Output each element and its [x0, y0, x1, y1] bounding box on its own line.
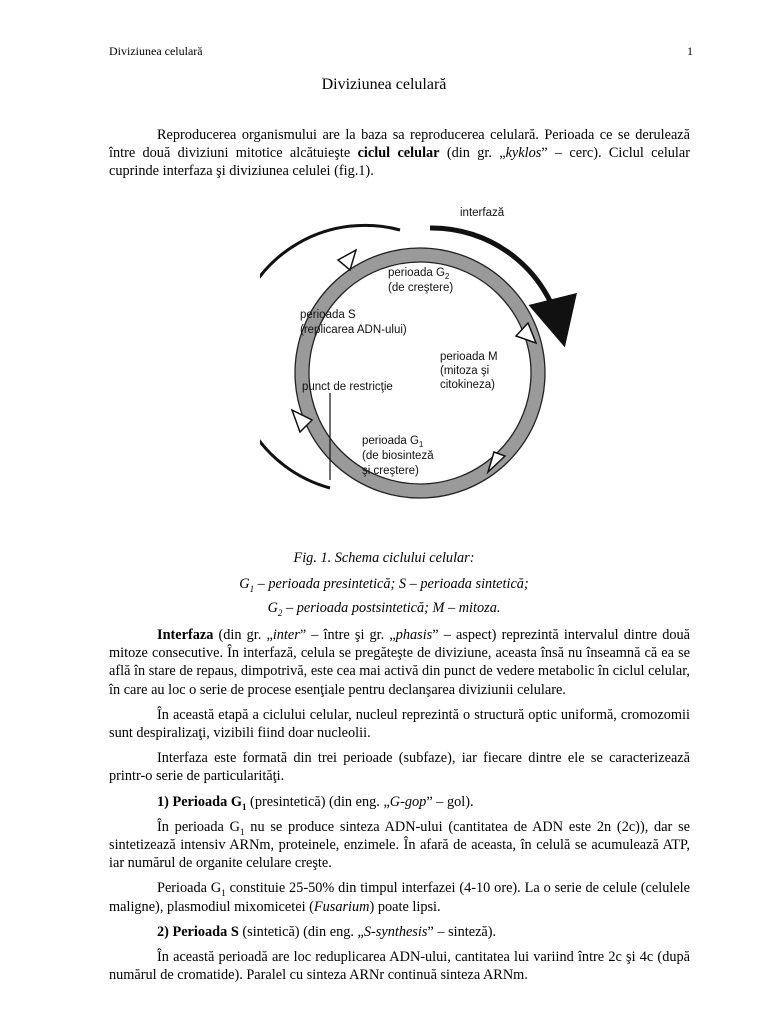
- label-g2-desc: (de creştere): [388, 282, 454, 294]
- paragraph-g1-1: În perioada $G_1$ nu se produce sinteza ADN-ului (cantitatea de ADN este 2n (2c)), dar se sintetizează intensiv ARNm, proteinele, enzimele. În afară de aceasta, în celulă se acumulează ATP, iar numărul de organite celulare creşte.: [109, 818, 690, 872]
- page-number: 1: [687, 44, 693, 58]
- label-m-desc1: (mitoza şi: [440, 365, 490, 377]
- paragraph-etapa: În această etapă a ciclului celular, nucleul reprezintă o structură optic uniformă, cromozomii sunt despiralizaţi, vizibili fiind doar nucleolii.: [109, 706, 690, 742]
- main-text: [109, 626, 690, 984]
- label-g1-desc1: (de biosinteză: [362, 450, 434, 462]
- label-m-desc2: citokineza): [440, 379, 495, 391]
- figure-caption-line3: $G_2$ – perioada postsintetică; M – mitoza.: [267, 600, 501, 618]
- cell-cycle-figure: [260, 198, 580, 518]
- label-m: perioada M: [440, 351, 498, 363]
- page-title: Diviziunea celulară: [321, 76, 447, 93]
- intro-paragraph: Reproducerea organismului are la baza sa reproducerea celulară. Perioada ce se derulează între două diviziuni mitotice alcătuieşte ciclul celular (din gr. „kyklos” – cerc). Ciclul celular cuprinde interfaza şi diviziunea celulei (fig.1).: [109, 127, 691, 180]
- label-s-desc: (replicarea ADN-ului): [300, 324, 407, 336]
- label-g1-desc2: şi creştere): [362, 465, 419, 477]
- paragraph-interfaza: Interfaza (din gr. „inter” – între şi gr. „phasis” – aspect) reprezintă intervalul dintre două mitoze consecutive. În interfază, celula se pregăteşte de diviziune, aceasta însă nu înseamnă că ea se află în stare de repaus, dimpotrivă, este cea mai activă din punct de vedere metabolic în ciclul celular, în care au loc o serie de procese esenţiale pentru declanşarea diviziunii celulare.: [109, 627, 690, 698]
- intro-section: [109, 126, 690, 188]
- heading-g1: 1) Perioada $G_1$ (presintetică) (din eng. „G-gop” – gol).: [157, 793, 474, 812]
- paragraph-s-1: În această perioadă are loc reduplicarea ADN-ului, cantitatea lui variind între 2c şi 4c (după numărul de cromatide). Paralel cu sinteza ARNr continuă sinteza ARNm.: [109, 949, 690, 984]
- label-interphase: interfază: [460, 207, 505, 219]
- label-restriction-point: punct de restricţie: [302, 381, 393, 393]
- figure-caption-line2: $G_1$ – perioada presintetică; S – perioada sintetică;: [239, 576, 529, 594]
- label-s: perioada S: [300, 309, 356, 321]
- cell-cycle-diagram: [260, 198, 580, 518]
- running-header: [109, 44, 693, 59]
- paragraph-g1-2: Perioada $G_1$ constituie 25-50% din timpul interfazei (4-10 ore). La o serie de celule (celulele maligne), plasmodiul mixomicetei (Fusarium) poate lipsi.: [109, 880, 691, 915]
- svg-text:perioada G1: perioada $G_1$: [362, 435, 424, 449]
- paragraph-trei-perioade: Interfaza este formată din trei perioade (subfaze), iar fiecare dintre ele se caracterizează printr-o serie de particularităţi.: [109, 750, 690, 785]
- figure-caption-title: Fig. 1. Schema ciclului celular:: [293, 550, 475, 566]
- heading-s: 2) Perioada S (sintetică) (din eng. „S-synthesis” – sinteză).: [157, 923, 497, 940]
- running-title: Diviziunea celulară: [109, 44, 203, 58]
- svg-text:perioada G2: perioada $G_2$: [388, 267, 450, 281]
